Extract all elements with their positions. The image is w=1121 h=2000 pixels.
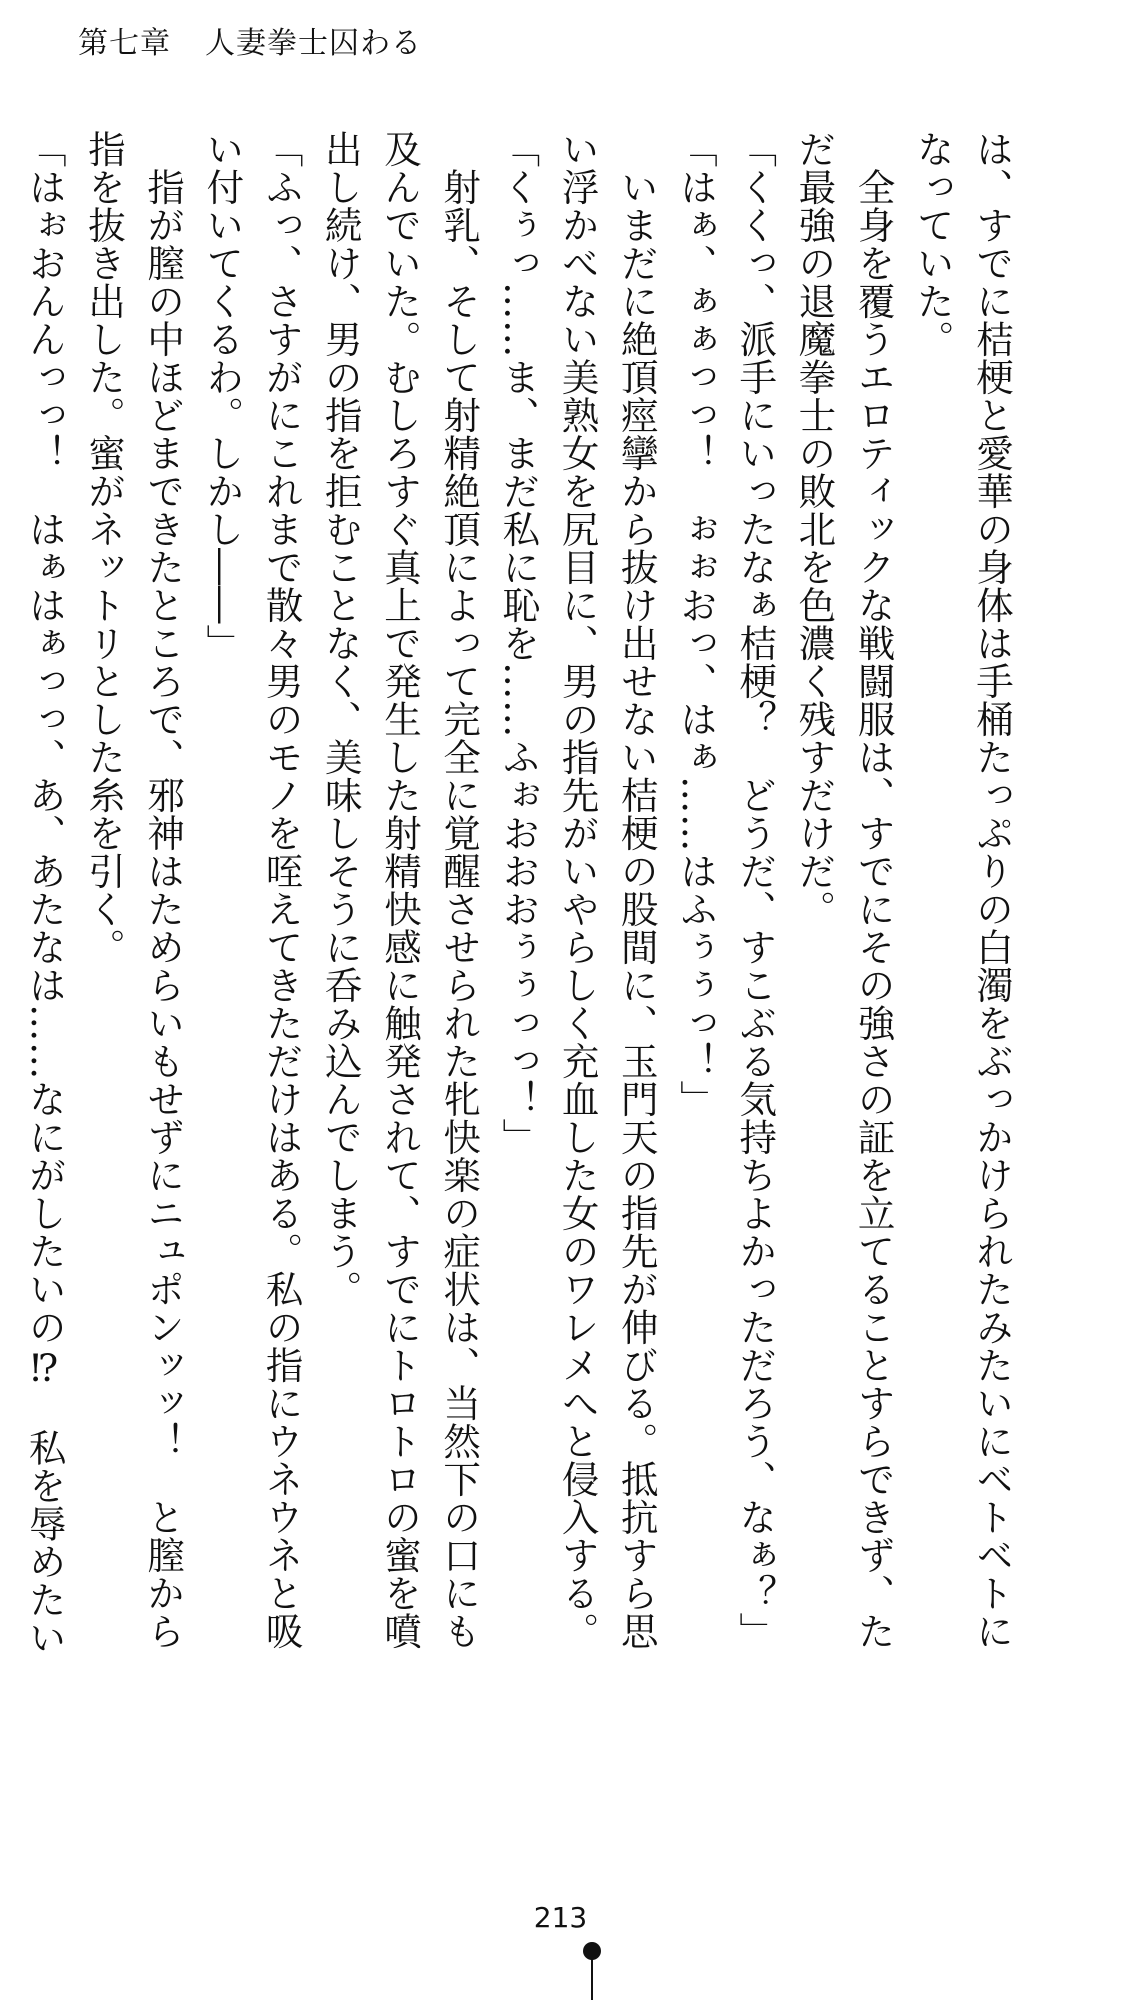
running-head: [78, 18, 422, 62]
text-line: 「はぉおんんっっ！ はぁはぁっっ、あ、あたなは……なにがしたいの⁉ 私を辱めたい: [22, 130, 67, 1657]
chapter-number: 第七章: [78, 26, 171, 61]
text-line: い浮かべない美熟女を尻目に、男の指先がいやらしく充血した女のワレメへと侵入する。: [555, 130, 600, 1650]
text-line: なっていた。: [910, 130, 955, 358]
folio-line-ornament: [591, 1958, 593, 2000]
text-line: い付いてくるわ。しかし――」: [200, 130, 245, 662]
text-line: だ最強の退魔拳士の敗北を色濃く残すだけだ。: [792, 130, 837, 928]
text-line: 「はぁ、ぁぁっっ！ ぉぉおっ、はぁ……はふぅぅっ！」: [673, 130, 718, 1118]
text-line: いまだに絶頂痙攣から抜け出せない桔梗の股間に、玉門天の指先が伸びる。抵抗すら思: [614, 130, 659, 1650]
text-line: 及んでいた。むしろすぐ真上で発生した射精快感に触発されて、すでにトロトロの蜜を噴: [377, 130, 422, 1650]
chapter-title: 人妻拳士囚わる: [205, 26, 422, 61]
text-line: 「ふっ、さすがにこれまで散々男のモノを咥えてきただけはある。私の指にウネウネと吸: [259, 130, 304, 1650]
text-line: 「くくっ、派手にいったなぁ桔梗？ どうだ、すこぶる気持ちよかっただろう、なぁ？」: [733, 130, 778, 1650]
text-line: 全身を覆うエロティックな戦闘服は、すでにその強さの証を立てることすらできず、た: [851, 130, 896, 1650]
text-line: は、すでに桔梗と愛華の身体は手桶たっぷりの白濁をぶっかけられたみたいにベトベトに: [970, 130, 1014, 1650]
body-text: [22, 130, 1021, 1657]
text-line: 「くぅっ……ま、まだ私に恥を……ふぉおおおぅぅっっ！」: [496, 130, 541, 1156]
text-line: 射乳、そして射精絶頂によって完全に覚醒させられた牝快楽の症状は、当然下の口にも: [437, 130, 482, 1650]
text-line: 指が膣の中ほどまできたところで、邪神はためらいもせずにニュポンッッ！ と膣から: [141, 130, 186, 1650]
text-line: 指を抜き出した。蜜がネットリとした糸を引く。: [81, 130, 126, 966]
text-line: 出し続け、男の指を拒むことなく、美味しそうに呑み込んでしまう。: [318, 130, 363, 1308]
page-number: 213: [533, 1901, 588, 1934]
